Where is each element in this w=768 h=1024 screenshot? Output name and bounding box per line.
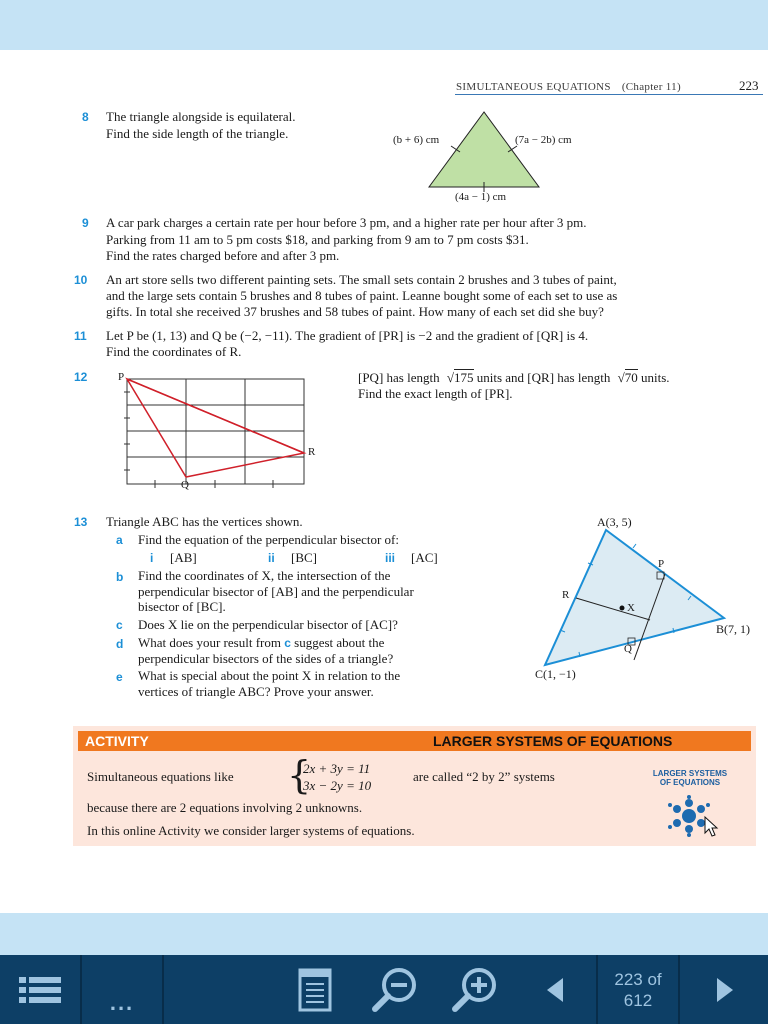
zoom-in-icon <box>449 965 501 1015</box>
q10-line2: and the large sets contain 5 brushes and 8 tubes of paint. Leanne bought some of each set to use as <box>106 288 618 303</box>
label-P: P <box>118 371 125 383</box>
activity-text4: In this online Activity we consider larger systems of equations. <box>87 823 415 838</box>
q13d-line1 <box>138 635 384 652</box>
q13d-text-a: What does your result from <box>138 635 281 650</box>
cursor-arrow-icon <box>705 817 717 836</box>
header-title: SIMULTANEOUS EQUATIONS <box>456 81 611 93</box>
q13b-label: b <box>116 570 124 584</box>
chapter-title <box>456 81 681 93</box>
side-PR <box>127 379 304 453</box>
q13-intro: Triangle ABC has the vertices shown. <box>106 514 303 529</box>
grid-lines <box>127 379 304 484</box>
activity-link[interactable] <box>640 769 740 787</box>
q13e-line2: vertices of triangle ABC? Prove your answer. <box>138 684 374 699</box>
header-chapter: (Chapter 11) <box>621 81 681 93</box>
q13e-label: e <box>116 670 123 684</box>
grid-ticks <box>124 392 273 488</box>
notes-button[interactable] <box>280 955 350 1024</box>
top-bar <box>0 0 768 50</box>
q11-line2: Find the coordinates of R. <box>106 344 242 359</box>
triangle-label-right: (7a − 2b) cm <box>515 134 572 146</box>
arrow-left-icon <box>543 975 567 1005</box>
q12-number: 12 <box>74 370 88 384</box>
label-Q-abc: Q <box>624 643 632 655</box>
activity-eq2: 3x − 2y = 10 <box>303 778 372 793</box>
q13d-label: d <box>116 637 124 651</box>
activity-title: LARGER SYSTEMS OF EQUATIONS <box>433 733 673 749</box>
activity-link-label-1: LARGER SYSTEMS <box>652 769 728 778</box>
q12-text-c: units. <box>640 370 670 385</box>
q13a-ii-label: ii <box>268 551 275 565</box>
q13a-iii-text: [AC] <box>411 550 438 565</box>
page-counter <box>598 955 678 1024</box>
contents-button[interactable] <box>0 955 80 1024</box>
page-counter-current: 223 of <box>614 969 662 989</box>
label-A: A(3, 5) <box>597 515 632 529</box>
page-counter-text <box>614 969 661 1011</box>
point-x <box>620 606 625 611</box>
arrow-right-icon <box>713 975 737 1005</box>
activity-tag: ACTIVITY <box>85 733 149 749</box>
page-counter-total: 612 <box>623 990 653 1010</box>
q12-line1 <box>358 370 670 387</box>
label-R: R <box>308 446 316 458</box>
q13c-text: Does X lie on the perpendicular bisector of [AC]? <box>138 617 398 632</box>
q10-line1: An art store sells two different painting sets. The small sets contain 2 brushes and 3 tubes of paint, <box>106 272 617 287</box>
q13b-line2: perpendicular bisector of [AB] and the perpendicular <box>138 584 414 599</box>
header-rule <box>455 94 763 95</box>
label-B: B(7, 1) <box>716 622 750 636</box>
sqrt-175-value: 175 <box>454 370 474 385</box>
grid-triangle-figure <box>115 370 330 495</box>
sqrt-175: √175 <box>446 370 474 385</box>
snowflake-icon[interactable] <box>662 795 720 839</box>
brace-icon: { <box>287 753 312 797</box>
label-C: C(1, −1) <box>535 667 576 681</box>
q13a-text: Find the equation of the perpendicular bisector of: <box>138 532 400 547</box>
red-triangle <box>127 379 304 477</box>
q12-text-b: units and [QR] has length <box>476 370 611 385</box>
q10-line3: gifts. In total she received 37 brushes and 58 tubes of paint. How many of each set did she buy? <box>106 304 604 319</box>
q13b-line3: bisector of [BC]. <box>138 599 226 614</box>
zoom-out-button[interactable] <box>360 955 430 1024</box>
triangle-label-left: (b + 6) cm <box>393 134 440 146</box>
zoom-in-button[interactable] <box>440 955 510 1024</box>
toolbar-divider <box>162 955 164 1024</box>
next-page-button[interactable] <box>690 955 760 1024</box>
q13a-i-label: i <box>150 551 154 565</box>
reader-toolbar <box>0 955 768 1024</box>
list-icon <box>15 972 65 1008</box>
more-label: ... <box>109 989 135 1015</box>
q8-line2: Find the side length of the triangle. <box>106 126 289 141</box>
q13b-line1: Find the coordinates of X, the intersection of the <box>138 568 391 583</box>
sqrt-70: √70 <box>617 370 638 385</box>
activity-eq1: 2x + 3y = 11 <box>303 761 371 776</box>
previous-page-button[interactable] <box>525 955 585 1024</box>
q13d-text-b: suggest about the <box>294 635 385 650</box>
zoom-out-icon <box>369 965 421 1015</box>
q8-line1: The triangle alongside is equilateral. <box>106 109 296 124</box>
sqrt-70-value: 70 <box>624 370 638 385</box>
triangle-shape <box>429 112 539 187</box>
q13d-line2: perpendicular bisectors of the sides of a triangle? <box>138 651 394 666</box>
q13a-label: a <box>116 533 123 547</box>
triangle-label-bottom: (4a − 1) cm <box>455 191 507 203</box>
q13e-line1: What is special about the point X in relation to the <box>138 668 401 683</box>
q11-number: 11 <box>74 329 87 343</box>
label-X-abc: X <box>627 602 635 614</box>
q13a-iii-label: iii <box>385 551 396 565</box>
q9-number: 9 <box>82 216 89 230</box>
activity-text2: are called “2 by 2” systems <box>413 769 555 784</box>
q10-number: 10 <box>74 273 88 287</box>
q13-number: 13 <box>74 515 88 529</box>
q11-line1: Let P be (1, 13) and Q be (−2, −11). The gradient of [PR] is −2 and the gradient of [QR] is 4. <box>106 328 589 343</box>
q9-line3: Find the rates charged before and after 3 pm. <box>106 248 340 263</box>
q12-line2: Find the exact length of [PR]. <box>358 386 513 401</box>
activity-link-label-2: OF EQUATIONS <box>659 778 721 787</box>
q9-line2: Parking from 11 am to 5 pm costs $18, and parking from 9 am to 7 pm costs $31. <box>106 232 529 247</box>
label-P-abc: P <box>658 558 665 570</box>
q9-line1: A car park charges a certain rate per hour before 3 pm, and a higher rate per hour after 3 pm. <box>106 215 587 230</box>
q13d-ref: c <box>284 636 291 650</box>
notepad-icon <box>297 967 333 1013</box>
activity-text1: Simultaneous equations like <box>87 769 234 784</box>
q8-number: 8 <box>82 110 89 124</box>
activity-text3: because there are 2 equations involving 2 unknowns. <box>87 800 363 815</box>
label-R-abc: R <box>562 589 570 601</box>
toolbar-divider <box>678 955 680 1024</box>
label-Q: Q <box>181 479 189 491</box>
q13c-label: c <box>116 618 123 632</box>
q12-text-a: [PQ] has length <box>358 370 440 385</box>
page-number: 223 <box>739 78 759 93</box>
q13a-ii-text: [BC] <box>291 550 317 565</box>
bottom-strip <box>0 913 768 955</box>
q13a-i-text: [AB] <box>170 550 197 565</box>
more-button[interactable] <box>82 955 162 1024</box>
